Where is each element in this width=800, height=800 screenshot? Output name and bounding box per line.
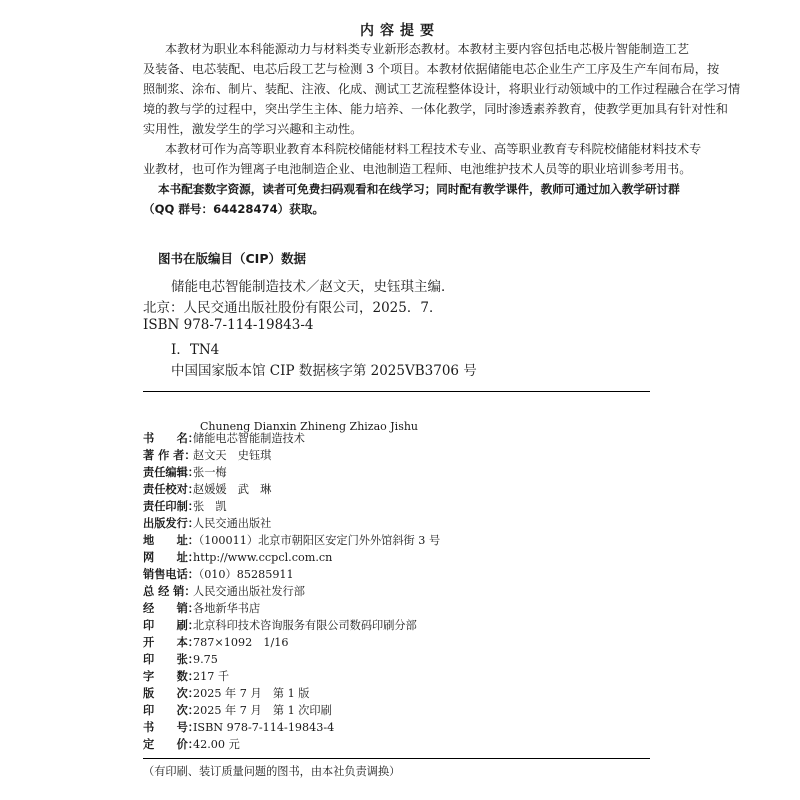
colophon-label: 销售电话： <box>143 568 199 581</box>
notice-line: 本书配套数字资源，读者可免费扫码观看和在线学习；同时配有教学课件，教师可通过加入教学研讨群 <box>158 182 680 196</box>
colophon-label: 著 作 者： <box>143 449 196 462</box>
cip-publisher-line: 北京：人民交通出版社股份有限公司，2025．7． <box>143 300 443 316</box>
colophon-value: 2025 年 7 月 第 1 次印刷 <box>193 704 332 717</box>
summary-line: 境的教与学的过程中，突出学生主体、能力培养、一体化教学，同时渗透素养教育，使教学更加具有针对性和 <box>143 102 728 116</box>
colophon-label: 印 次： <box>143 704 199 717</box>
colophon-label: 印 张： <box>143 653 199 666</box>
colophon-value: 赵文天 史钰琪 <box>193 449 272 462</box>
colophon-value: http://www.ccpcl.com.cn <box>193 551 333 564</box>
summary-line: 实用性，激发学生的学习兴趣和主动性。 <box>143 122 363 136</box>
colophon-value: 赵媛媛 武 琳 <box>193 483 272 496</box>
colophon-label: 经 销： <box>143 602 199 615</box>
colophon-value: 9.75 <box>193 653 218 666</box>
cip-title-line: 储能电芯智能制造技术／赵文天，史钰琪主编． <box>171 279 455 295</box>
cip-heading: 图书在版编目（CIP）数据 <box>158 251 306 266</box>
summary-line: 本教材可作为高等职业教育本科院校储能材料工程技术专业、高等职业教育专科院校储能材料技术专 <box>165 142 702 156</box>
summary-line: 本教材为职业本科能源动力与材料类专业新形态教材。本教材主要内容包括电芯极片智能制造工艺 <box>165 42 690 56</box>
colophon-value: 张一梅 <box>193 466 227 479</box>
pinyin-title: Chuneng Dianxin Zhineng Zhizao Jishu <box>200 420 419 433</box>
colophon-value: 人民交通出版社发行部 <box>193 585 305 598</box>
colophon-label: 出版发行： <box>143 517 199 530</box>
colophon-label: 总 经 销： <box>143 585 196 598</box>
colophon-label: 责任印制： <box>143 500 199 513</box>
colophon-value: ISBN 978-7-114-19843-4 <box>193 721 335 734</box>
colophon-label: 字 数： <box>143 670 199 683</box>
colophon-label: 责任编辑： <box>143 466 199 479</box>
colophon-label: 责任校对： <box>143 483 199 496</box>
cip-record-number-line: 中国国家版本馆 CIP 数据核字第 2025VB3706 号 <box>171 363 477 379</box>
cip-isbn-line: ISBN 978-7-114-19843-4 <box>143 317 314 333</box>
colophon-label: 地 址： <box>143 534 199 547</box>
colophon-value: 2025 年 7 月 第 1 版 <box>193 687 310 700</box>
colophon-value: 张 凯 <box>193 500 227 513</box>
cip-classification-line: Ⅰ．TN4 <box>171 342 220 358</box>
summary-line: 照制浆、涂布、制片、装配、注液、化成、测试工艺流程整体设计，将职业行动领域中的工作过程融合在学习情 <box>143 82 741 96</box>
colophon-label: 版 次： <box>143 687 199 700</box>
colophon-value: （100011）北京市朝阳区安定门外外馆斜街 3 号 <box>193 534 441 547</box>
summary-title: 内容提要 <box>360 23 440 39</box>
colophon-value: 人民交通出版社 <box>193 517 272 530</box>
summary-line: 及装备、电芯装配、电芯后段工艺与检测 3 个项目。本教材依据储能电芯企业生产工序及生产车间布局，按 <box>143 62 720 76</box>
colophon-value: 各地新华书店 <box>193 602 261 615</box>
colophon-value: 217 千 <box>193 670 230 683</box>
colophon-value: 储能电芯智能制造技术 <box>193 432 305 445</box>
colophon-label: 开 本： <box>143 636 199 649</box>
divider-bottom <box>143 758 650 759</box>
colophon-label: 书 名： <box>143 432 199 445</box>
notice-line: （QQ 群号：64428474）获取。 <box>143 202 325 216</box>
colophon-label: 网 址： <box>143 551 199 564</box>
colophon-value: 787×1092 1/16 <box>193 636 289 649</box>
colophon-value: （010）85285911 <box>193 568 294 581</box>
colophon-label: 印 刷： <box>143 619 199 632</box>
colophon-label: 定 价： <box>143 738 199 751</box>
colophon-value: 42.00 元 <box>193 738 240 751</box>
colophon-label: 书 号： <box>143 721 199 734</box>
divider-top <box>143 391 650 392</box>
colophon-value: 北京科印技术咨询服务有限公司数码印刷分部 <box>193 619 417 632</box>
quality-note: （有印刷、装订质量问题的图书，由本社负责调换） <box>143 765 401 778</box>
summary-line: 业教材，也可作为锂离子电池制造企业、电池制造工程师、电池维护技术人员等的职业培训参考用书。 <box>143 162 692 176</box>
